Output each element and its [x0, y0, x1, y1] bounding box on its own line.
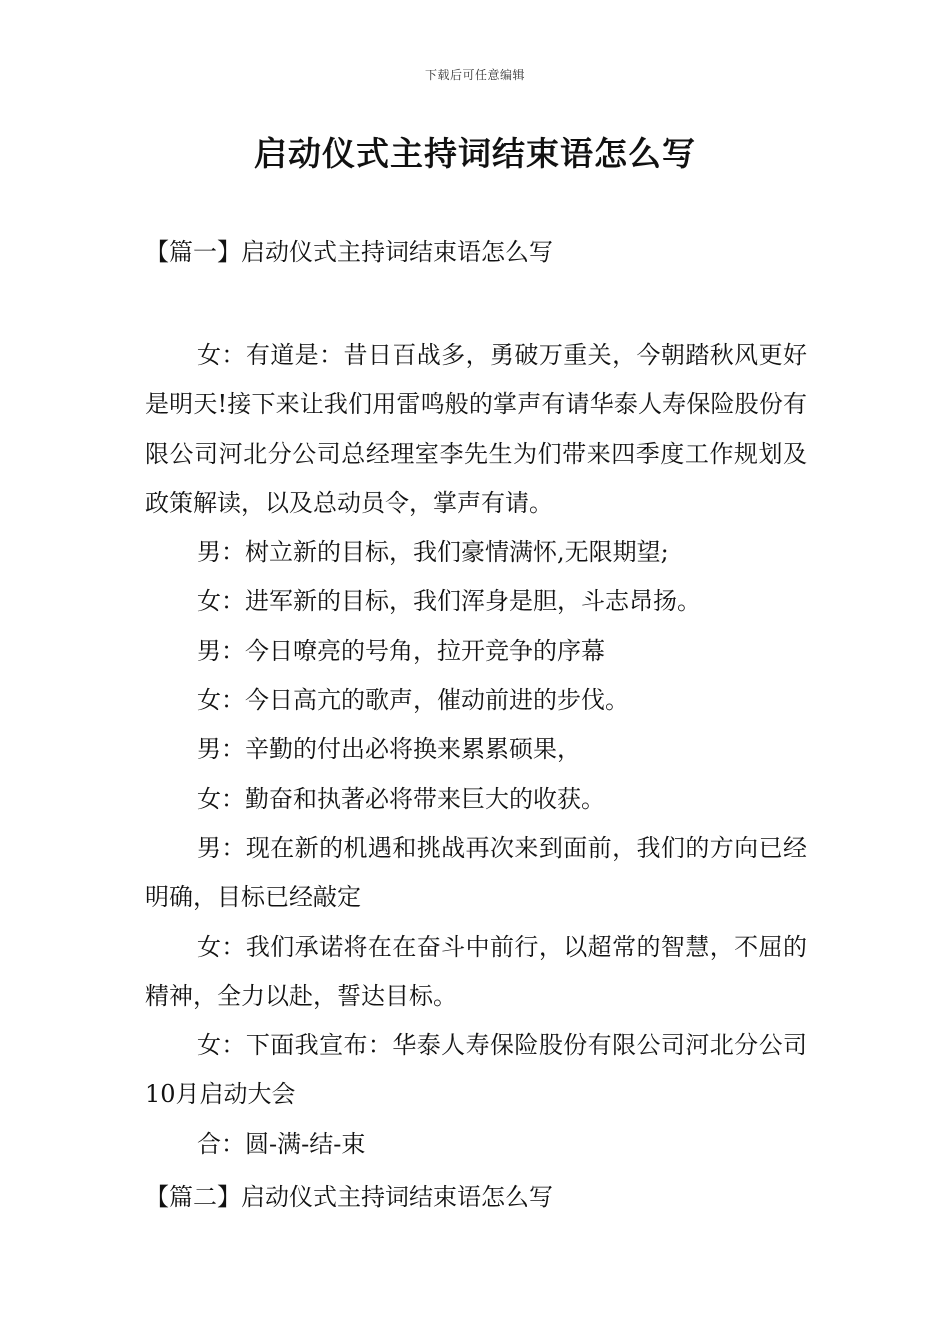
paragraph: 女：有道是：昔日百战多，勇破万重关，今朝踏秋风更好是明天!接下来让我们用雷鸣般的掌声有请华泰人寿保险股份有限公司河北分公司总经理室李先生为们带来四季度工作规划及政策解读，以及总动员令，掌声有请。: [145, 341, 807, 517]
paragraph: 女：勤奋和执著必将带来巨大的收获。: [197, 784, 605, 813]
document-title: 启动仪式主持词结束语怎么写: [254, 134, 696, 173]
header-note: 下载后可任意编辑: [424, 68, 525, 82]
paragraph: 男：现在新的机遇和挑战再次来到面前，我们的方向已经明确，目标已经敲定: [145, 833, 807, 912]
paragraph: 男：今日嘹亮的号角，拉开竞争的序幕: [197, 636, 605, 665]
paragraph: 女：进军新的目标，我们浑身是胆，斗志昂扬。: [197, 587, 701, 616]
section-heading-2: 【篇二】启动仪式主持词结束语怎么写: [145, 1183, 553, 1211]
section-1-body: [145, 331, 807, 1169]
paragraph: 女：我们承诺将在在奋斗中前行，以超常的智慧，不屈的精神，全力以赴，誓达目标。: [145, 932, 807, 1010]
paragraph: 男：辛勤的付出必将换来累累硕果，: [197, 735, 581, 764]
paragraph: 男：树立新的目标，我们豪情满怀,无限期望;: [197, 538, 669, 567]
section-heading-1: 【篇一】启动仪式主持词结束语怎么写: [145, 238, 553, 266]
paragraph: 女：下面我宣布：华泰人寿保险股份有限公司河北分公司10月启动大会: [145, 1031, 807, 1109]
paragraph: 女：今日高亢的歌声，催动前进的步伐。: [197, 686, 629, 715]
paragraph: 合：圆-满-结-束: [197, 1129, 366, 1158]
